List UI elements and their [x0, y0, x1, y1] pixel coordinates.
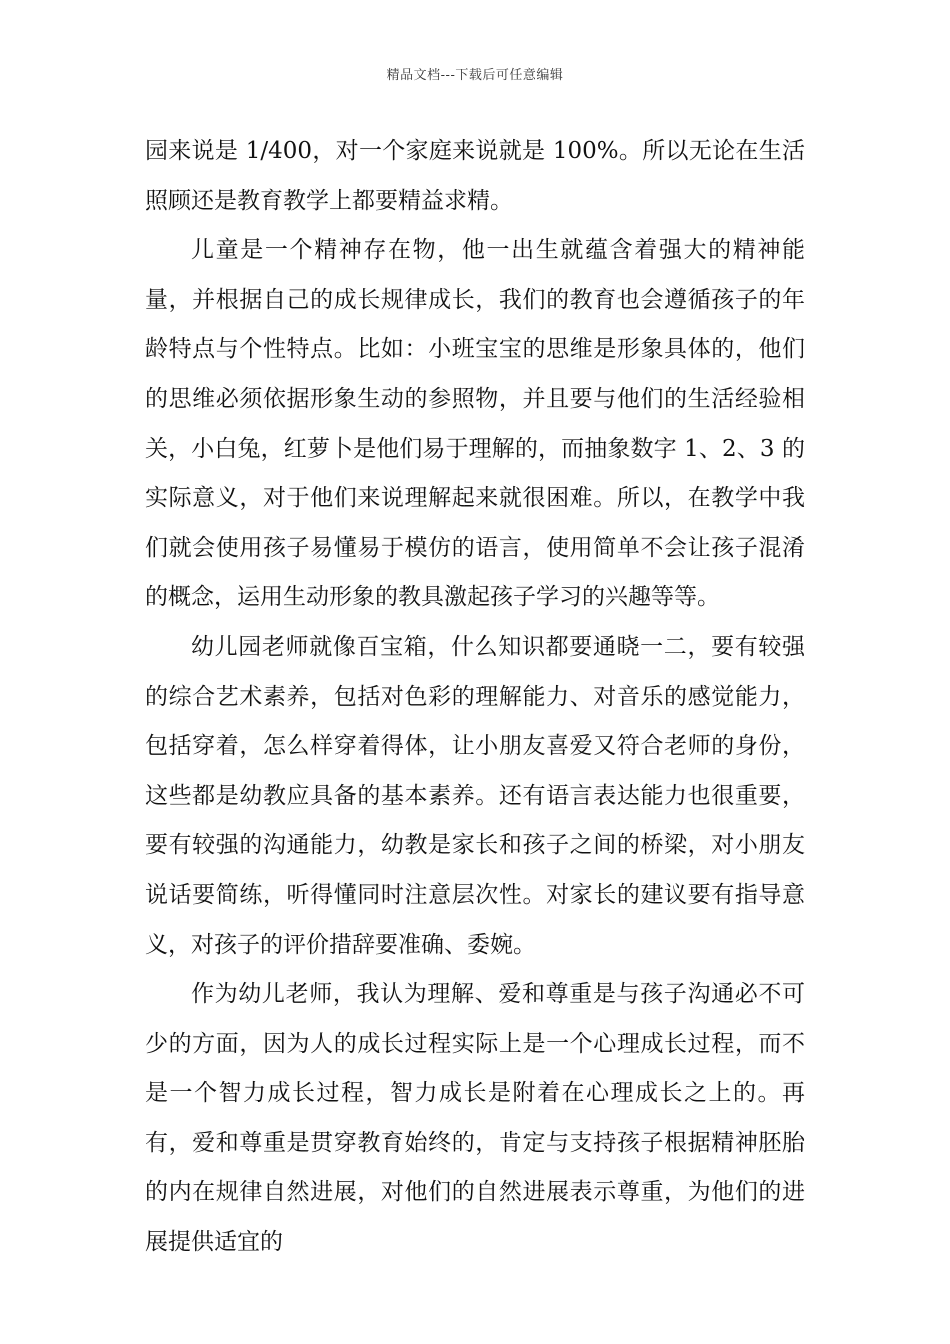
- document-body: [145, 127, 805, 1268]
- page-header: 精品文档---下载后可任意编辑: [386, 68, 564, 83]
- paragraph-child-spirit: 儿童是一个精神存在物，他一出生就蕴含着强大的精神能量，并根据自己的成长规律成长，我们的教育也会遵循孩子的年龄特点与个性特点。比如：小班宝宝的思维是形象具体的，他们的思维必须依据形象生动的参照物，并且要与他们的生活经验相关，小白兔，红萝卜是他们易于理解的，而抽象数字 1、2、3 的实际意义，对于他们来说理解起来就很困难。所以，在教学中我们就会使用孩子易懂易于模仿的语言，使用简单不会让孩子混淆的概念，运用生动形象的教具激起孩子学习的兴趣等等。: [145, 237, 805, 611]
- paragraph-teacher-skills: 幼儿园老师就像百宝箱，什么知识都要通晓一二，要有较强的综合艺术素养，包括对色彩的理解能力、对音乐的感觉能力，包括穿着，怎么样穿着得体，让小朋友喜爱又符合老师的身份，这些都是幼教应具备的基本素养。还有语言表达能力也很重要，要有较强的沟通能力，幼教是家长和孩子之间的桥梁，对小朋友说话要简练，听得懂同时注意层次性。对家长的建议要有指导意义，对孩子的评价措辞要准确、委婉。: [145, 633, 805, 958]
- paragraph-respect-love: 作为幼儿老师，我认为理解、爱和尊重是与孩子沟通必不可少的方面，因为人的成长过程实际上是一个心理成长过程，而不是一个智力成长过程，智力成长是附着在心理成长之上的。再有，爱和尊重是贯穿教育始终的，肯定与支持孩子根据精神胚胎的内在规律自然进展，对他们的自然进展表示尊重，为他们的进展提供适宜的: [145, 981, 805, 1256]
- paragraph-continuation: 园来说是 1/400，对一个家庭来说就是 100%。所以无论在生活照顾还是教育教学上都要精益求精。: [145, 138, 805, 214]
